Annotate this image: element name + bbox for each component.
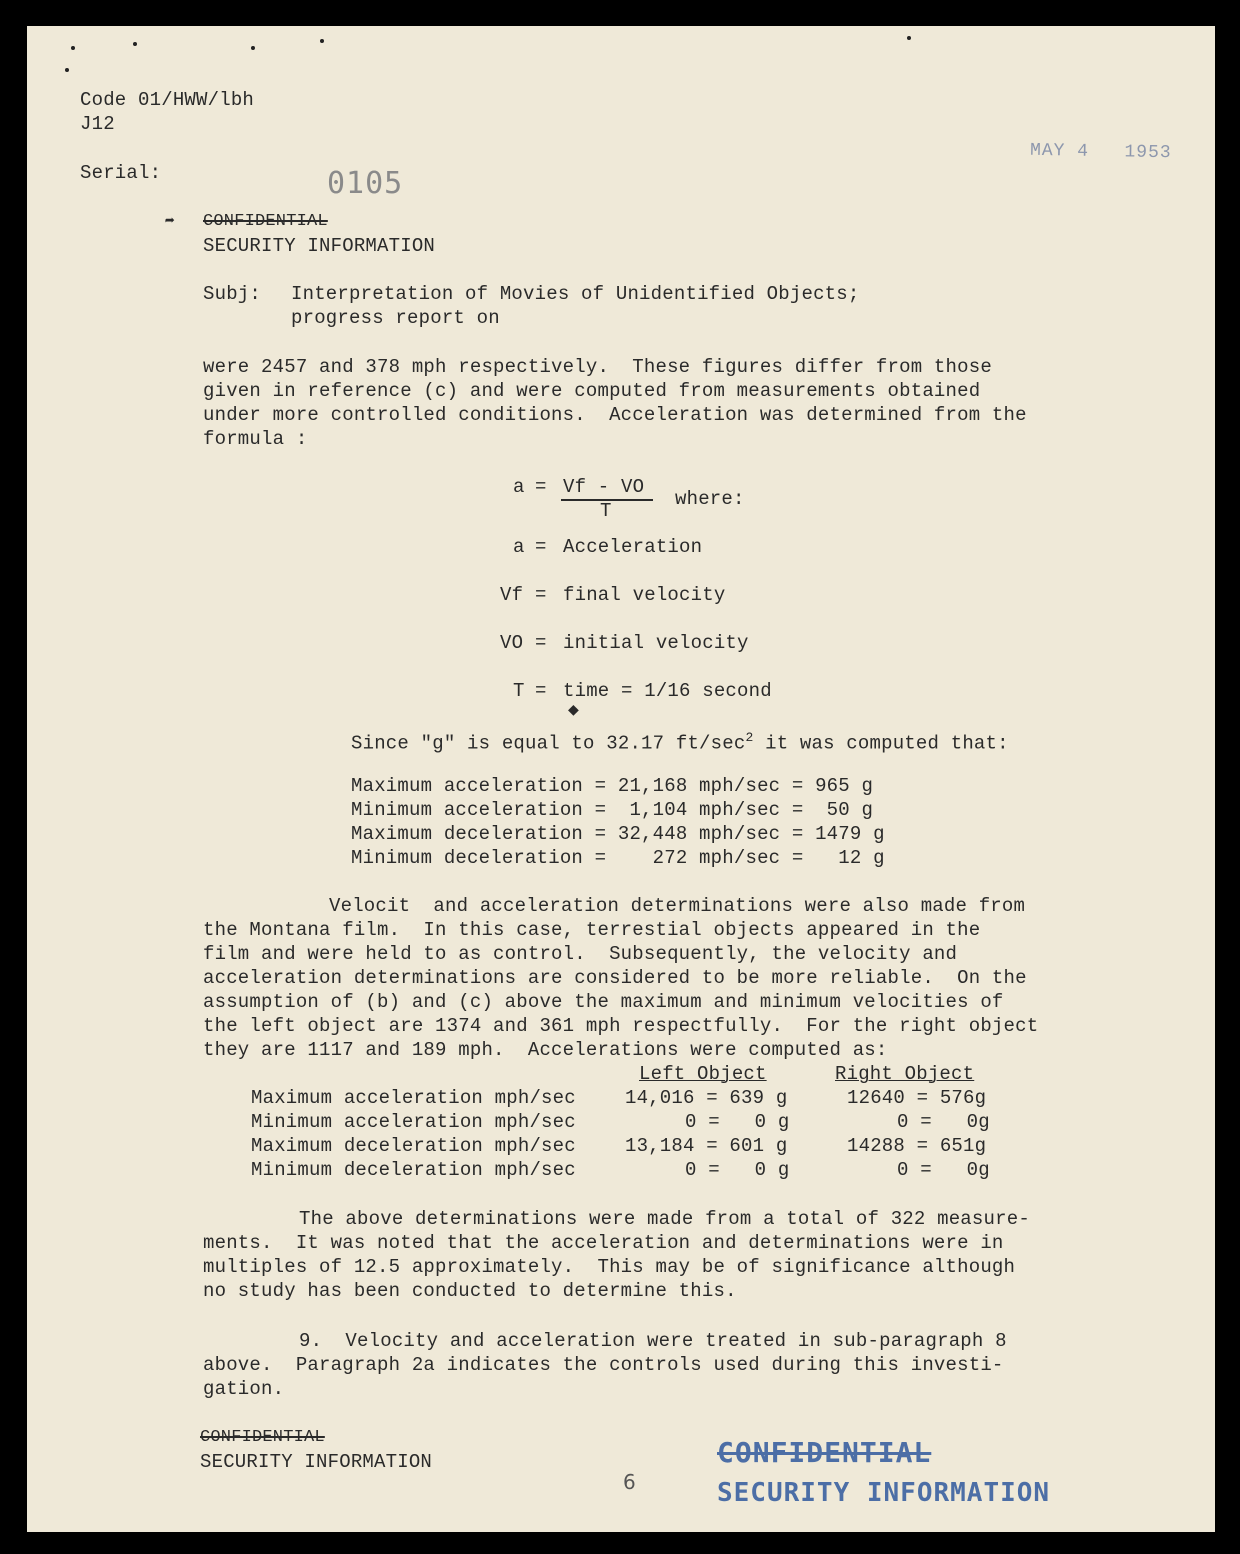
g-statement-tail: it was computed that: xyxy=(753,732,1009,755)
struck-classification-bottom: CONFIDENTIAL xyxy=(200,1428,325,1447)
definition-text: initial velocity xyxy=(563,632,749,654)
montana-line: Velocit and acceleration determinations were also made from xyxy=(329,895,1026,917)
security-label-bottom: SECURITY INFORMATION xyxy=(200,1451,433,1473)
date-stamp: MAY 4 1953 xyxy=(1029,140,1172,164)
document-page xyxy=(27,26,1215,1532)
montana-line: they are 1117 and 189 mph. Accelerations were computed as: xyxy=(203,1039,888,1061)
table-row-label: Maximum acceleration mph/sec xyxy=(251,1087,576,1109)
table-cell-right: 0 = 0g xyxy=(897,1159,990,1181)
column-header-right-object: Right Object xyxy=(835,1063,975,1085)
subject-label: Subj: xyxy=(203,283,262,305)
ink-speck xyxy=(133,42,137,46)
definition-symbol: a xyxy=(513,536,525,558)
result-line: Minimum deceleration = 272 mph/sec = 12 g xyxy=(351,847,885,869)
paragraph-9-line: 9. Velocity and acceleration were treated in sub-paragraph 8 xyxy=(299,1330,1007,1352)
page-number: 6 xyxy=(623,1470,636,1494)
montana-line: the left object are 1374 and 361 mph respectfully. For the right object xyxy=(203,1015,1039,1037)
definition-equals: = xyxy=(535,680,547,702)
file-code: Code 01/HWW/lbh xyxy=(80,89,255,111)
definition-text: final velocity xyxy=(563,584,726,606)
diamond-mark-icon: ◆ xyxy=(568,701,580,721)
result-line: Maximum acceleration = 21,168 mph/sec = 965 g xyxy=(351,775,874,797)
table-cell-left: 0 = 0 g xyxy=(685,1111,790,1133)
subject-line-1: Interpretation of Movies of Unidentified Objects; xyxy=(291,283,860,305)
table-row-label: Minimum acceleration mph/sec xyxy=(251,1111,576,1133)
ink-speck xyxy=(907,36,911,40)
intro-line: were 2457 and 378 mph respectively. These figures differ from those xyxy=(203,356,992,378)
formula-equals: = xyxy=(535,476,547,498)
montana-line: film and were held to as control. Subsequently, the velocity and xyxy=(203,943,958,965)
g-statement-text: Since "g" is equal to 32.17 ft/sec xyxy=(351,732,746,755)
paragraph-9-line: gation. xyxy=(203,1378,285,1400)
g-statement xyxy=(351,726,1009,755)
formula-where: where: xyxy=(675,488,745,510)
definition-equals: = xyxy=(535,632,547,654)
definition-equals: = xyxy=(535,584,547,606)
serial-label: Serial: xyxy=(80,162,162,184)
intro-line: under more controlled conditions. Acceleration was determined from the xyxy=(203,404,1027,426)
definition-symbol: Vf xyxy=(500,584,524,606)
struck-classification-top: CONFIDENTIAL xyxy=(203,212,328,231)
determinations-line: ments. It was noted that the acceleration and determinations were in xyxy=(203,1232,1004,1254)
ink-speck xyxy=(65,68,69,72)
determinations-line: no study has been conducted to determine this. xyxy=(203,1280,737,1302)
table-cell-right: 12640 = 576g xyxy=(847,1087,987,1109)
formula-denominator: T xyxy=(600,500,612,522)
serial-number: 0105 xyxy=(327,166,404,201)
stamp-confidential: CONFIDENTIAL xyxy=(717,1436,932,1469)
table-cell-right: 0 = 0g xyxy=(897,1111,990,1133)
ink-speck xyxy=(251,46,255,50)
ink-speck xyxy=(320,39,324,43)
result-line: Maximum deceleration = 32,448 mph/sec = 1479 g xyxy=(351,823,885,845)
formula-lhs: a xyxy=(513,476,525,498)
determinations-line: multiples of 12.5 approximately. This may be of significance although xyxy=(203,1256,1016,1278)
determinations-line: The above determinations were made from a total of 322 measure- xyxy=(299,1208,1030,1230)
definition-symbol: T xyxy=(513,680,525,702)
montana-line: acceleration determinations are considered to be more reliable. On the xyxy=(203,967,1027,989)
montana-line: assumption of (b) and (c) above the maximum and minimum velocities of xyxy=(203,991,1004,1013)
table-cell-left: 0 = 0 g xyxy=(685,1159,790,1181)
file-reference: J12 xyxy=(80,113,115,135)
stamp-security-information: SECURITY INFORMATION xyxy=(717,1478,1051,1508)
table-cell-right: 14288 = 651g xyxy=(847,1135,987,1157)
table-cell-left: 13,184 = 601 g xyxy=(625,1135,788,1157)
table-row-label: Minimum deceleration mph/sec xyxy=(251,1159,576,1181)
definition-text: time = 1/16 second xyxy=(563,680,772,702)
arrow-mark-icon: ➦ xyxy=(165,213,175,231)
superscript-2: 2 xyxy=(745,730,754,745)
intro-line: formula : xyxy=(203,428,308,450)
result-line: Minimum acceleration = 1,104 mph/sec = 50 g xyxy=(351,799,874,821)
ink-speck xyxy=(71,46,75,50)
formula-numerator: Vf - VO xyxy=(563,476,645,498)
subject-line-2: progress report on xyxy=(291,307,500,329)
definition-equals: = xyxy=(535,536,547,558)
table-row-label: Maximum deceleration mph/sec xyxy=(251,1135,576,1157)
security-label-top: SECURITY INFORMATION xyxy=(203,235,436,257)
column-header-left-object: Left Object xyxy=(639,1063,767,1085)
definition-text: Acceleration xyxy=(563,536,703,558)
paragraph-9-line: above. Paragraph 2a indicates the controls used during this investi- xyxy=(203,1354,1004,1376)
definition-symbol: VO xyxy=(500,632,524,654)
intro-line: given in reference (c) and were computed from measurements obtained xyxy=(203,380,981,402)
table-cell-left: 14,016 = 639 g xyxy=(625,1087,788,1109)
montana-line: the Montana film. In this case, terrestial objects appeared in the xyxy=(203,919,981,941)
